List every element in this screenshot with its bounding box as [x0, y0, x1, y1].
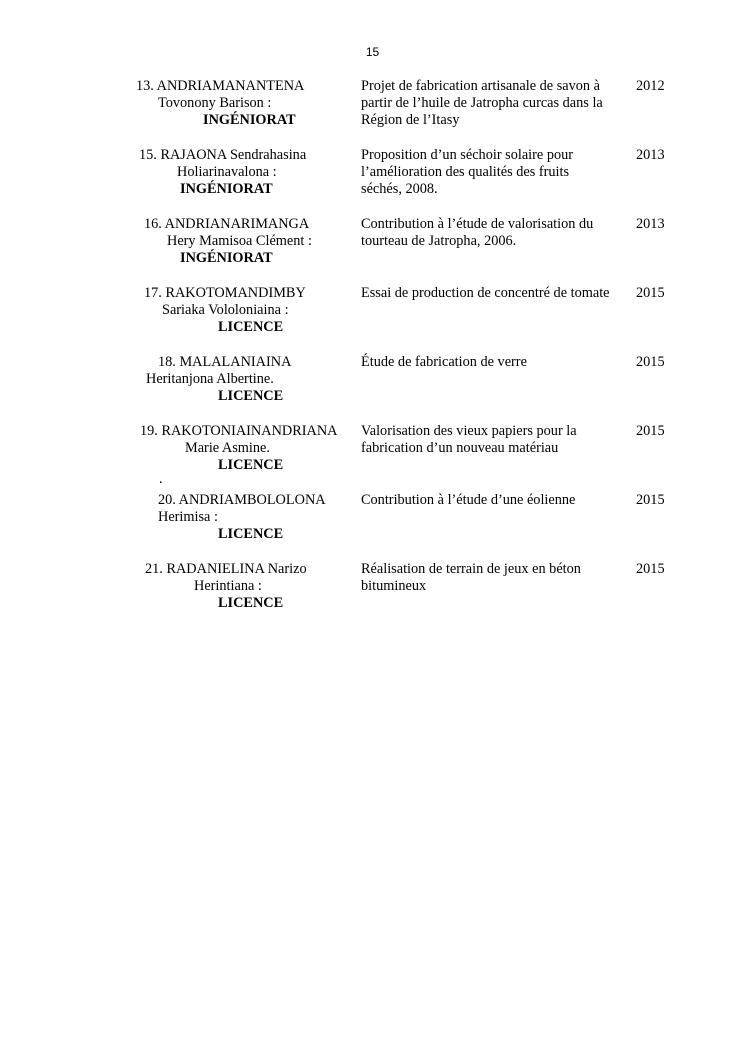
degree-label: LICENCE — [218, 319, 284, 336]
author-name: Heritanjona Albertine. — [146, 371, 274, 388]
author-cell — [136, 423, 352, 487]
thesis-title — [361, 147, 629, 199]
author-name: 16. ANDRIANARIMANGA — [144, 216, 310, 232]
degree-label: INGÉNIORAT — [203, 112, 296, 129]
thesis-title — [361, 423, 629, 457]
author-name: Marie Asmine. — [185, 440, 270, 457]
title-line: fabrication d’un nouveau matériau — [361, 440, 559, 457]
title-line: l’amélioration des qualités des fruits — [361, 164, 570, 181]
author-name: Herimisa : — [158, 509, 218, 526]
degree-label: LICENCE — [218, 595, 284, 612]
degree-label: LICENCE — [218, 526, 284, 543]
author-cell — [136, 78, 352, 130]
list-item — [0, 147, 745, 213]
thesis-title — [361, 354, 629, 371]
degree-label: INGÉNIORAT — [180, 250, 273, 267]
thesis-title — [361, 561, 629, 595]
author-cell — [136, 216, 352, 268]
list-item — [0, 561, 745, 627]
author-cell — [136, 354, 352, 406]
title-line: Proposition d’un séchoir solaire pour — [361, 147, 574, 163]
author-name: 20. ANDRIAMBOLOLONA — [158, 492, 326, 508]
title-line: séchés, 2008. — [361, 181, 438, 198]
author-name: 18. MALALANIAINA — [158, 354, 292, 370]
year: 2015 — [636, 285, 665, 301]
title-line: Réalisation de terrain de jeux en béton — [361, 561, 581, 577]
year: 2015 — [636, 423, 665, 439]
title-line: partir de l’huile de Jatropha curcas dans la — [361, 95, 603, 112]
list-item — [0, 423, 745, 489]
degree-label: LICENCE — [218, 457, 284, 474]
author-name: 19. RAKOTONIAINANDRIANA — [140, 423, 338, 439]
author-cell — [136, 285, 352, 337]
author-name: 17. RAKOTOMANDIMBY — [144, 285, 306, 301]
author-cell — [136, 561, 352, 613]
thesis-title — [361, 78, 629, 130]
trailing-mark: . — [159, 470, 163, 487]
year: 2015 — [636, 492, 665, 508]
title-line: Contribution à l’étude de valorisation du — [361, 216, 594, 232]
author-name: Herintiana : — [194, 578, 262, 595]
title-line: Contribution à l’étude d’une éolienne — [361, 492, 576, 508]
list-item — [0, 354, 745, 420]
title-line: Région de l’Itasy — [361, 112, 460, 129]
year: 2013 — [636, 216, 665, 232]
author-cell — [136, 492, 352, 544]
year: 2013 — [636, 147, 665, 163]
list-item — [0, 492, 745, 558]
list-item — [0, 216, 745, 282]
thesis-title — [361, 216, 629, 250]
year: 2015 — [636, 354, 665, 370]
author-name: 13. ANDRIAMANANTENA — [136, 78, 305, 94]
author-name: 21. RADANIELINA Narizo — [145, 561, 307, 577]
title-line: Valorisation des vieux papiers pour la — [361, 423, 577, 439]
year: 2012 — [636, 78, 665, 94]
author-cell — [136, 147, 352, 199]
year: 2015 — [636, 561, 665, 577]
title-line: tourteau de Jatropha, 2006. — [361, 233, 517, 250]
thesis-title — [361, 492, 629, 509]
author-name: Holiarinavalona : — [177, 164, 277, 181]
title-line: bitumineux — [361, 578, 427, 595]
author-name: Sariaka Vololoniaina : — [162, 302, 289, 319]
author-name: Hery Mamisoa Clément : — [167, 233, 312, 250]
author-name: 15. RAJAONA Sendrahasina — [139, 147, 307, 163]
title-line: Projet de fabrication artisanale de savon à — [361, 78, 600, 94]
title-line: Étude de fabrication de verre — [361, 354, 527, 370]
author-name: Tovonony Barison : — [158, 95, 272, 112]
thesis-title — [361, 285, 629, 302]
list-item — [0, 285, 745, 351]
degree-label: INGÉNIORAT — [180, 181, 273, 198]
title-line: Essai de production de concentré de tomate — [361, 285, 610, 301]
degree-label: LICENCE — [218, 388, 284, 405]
page-number: 15 — [365, 45, 380, 59]
list-item — [0, 78, 745, 144]
